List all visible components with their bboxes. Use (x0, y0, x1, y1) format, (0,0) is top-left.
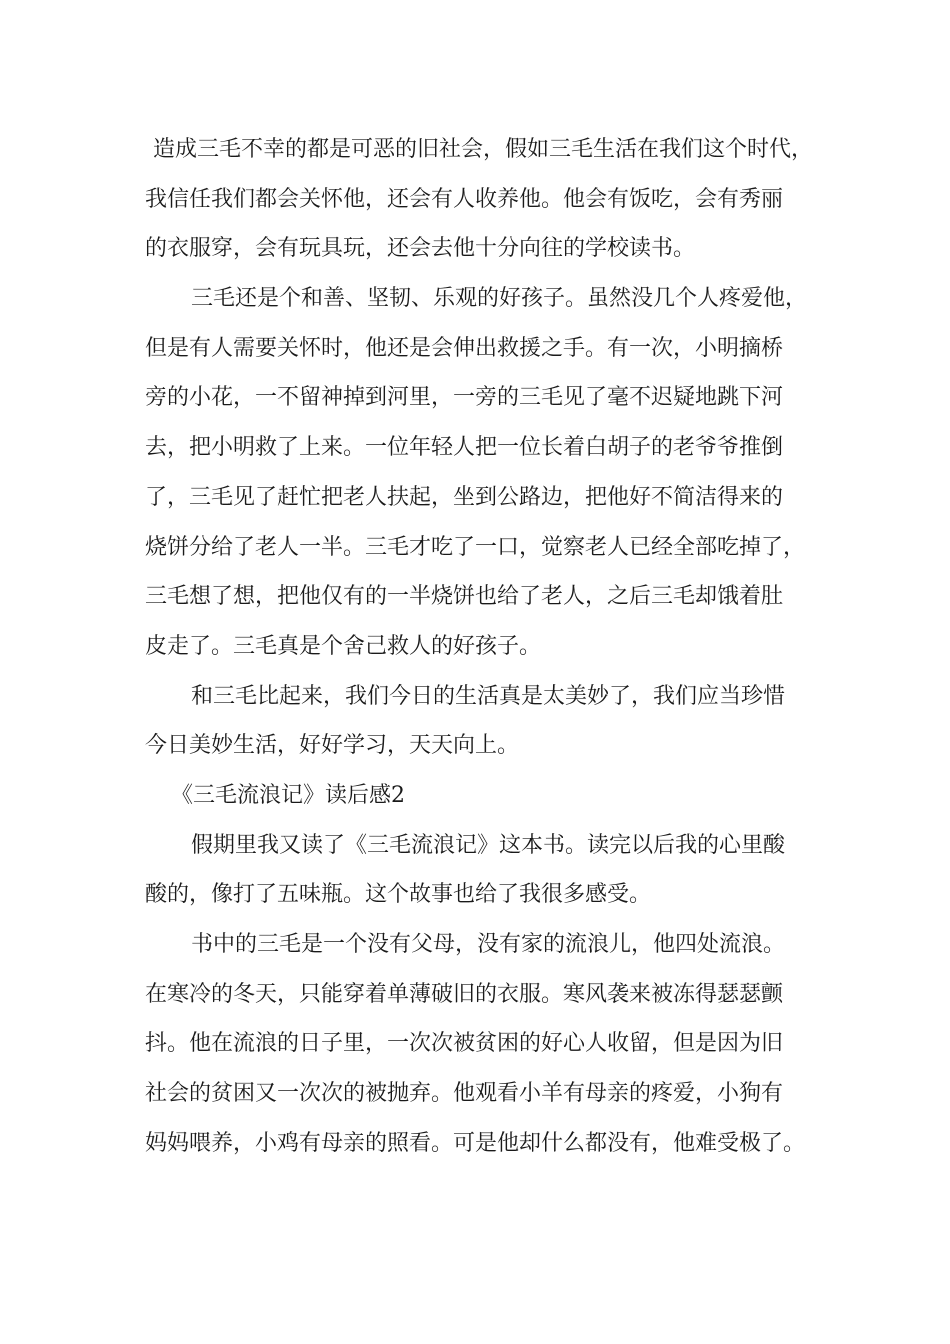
paragraph-line: 的衣服穿，会有玩具玩，还会去他十分向往的学校读书。 (145, 236, 696, 262)
paragraph-line: 在寒冷的冬天，只能穿着单薄破旧的衣服。寒风袭来被冻得瑟瑟颤 (145, 981, 784, 1007)
paragraph-line: 烧饼分给了老人一半。三毛才吃了一口，觉察老人已经全部吃掉了， (145, 534, 806, 560)
paragraph-line: 三毛还是个和善、坚韧、乐观的好孩子。虽然没几个人疼爱他， (191, 286, 808, 312)
paragraph-line: 去，把小明救了上来。一位年轻人把一位长着白胡子的老爷爷推倒 (145, 435, 784, 461)
section-heading: 《三毛流浪记》读后感2 (171, 782, 405, 808)
paragraph-line: 旁的小花，一不留神掉到河里，一旁的三毛见了毫不迟疑地跳下河 (145, 385, 784, 411)
paragraph-line: 今日美妙生活，好好学习，天天向上。 (145, 733, 520, 759)
paragraph-line: 和三毛比起来，我们今日的生活真是太美妙了，我们应当珍惜 (191, 683, 786, 709)
paragraph-line: 但是有人需要关怀时，他还是会伸出救援之手。有一次，小明摘桥 (145, 335, 784, 361)
paragraph-line: 抖。他在流浪的日子里，一次次被贫困的好心人收留，但是因为旧 (145, 1031, 784, 1057)
paragraph-line: 三毛想了想，把他仅有的一半烧饼也给了老人，之后三毛却饿着肚 (145, 584, 784, 610)
paragraph-line: 皮走了。三毛真是个舍己救人的好孩子。 (145, 633, 542, 659)
paragraph-line: 书中的三毛是一个没有父母，没有家的流浪儿，他四处流浪。 (191, 932, 786, 957)
paragraph-line: 我信任我们都会关怀他，还会有人收养他。他会有饭吃，会有秀丽 (145, 186, 784, 212)
paragraph-line: 社会的贫困又一次次的被抛弃。他观看小羊有母亲的疼爱，小狗有 (145, 1081, 784, 1107)
document-body (145, 130, 825, 1173)
paragraph-line: 假期里我又读了《三毛流浪记》这本书。读完以后我的心里酸 (191, 832, 786, 858)
paragraph-line: 造成三毛不幸的都是可恶的旧社会，假如三毛生活在我们这个时代， (153, 137, 814, 162)
paragraph-line: 妈妈喂养，小鸡有母亲的照看。可是他却什么都没有，他难受极了。 (145, 1130, 806, 1156)
paragraph-line: 酸的，像打了五味瓶。这个故事也给了我很多感受。 (145, 882, 652, 908)
paragraph-line: 了，三毛见了赶忙把老人扶起，坐到公路边，把他好不简洁得来的 (145, 484, 784, 510)
